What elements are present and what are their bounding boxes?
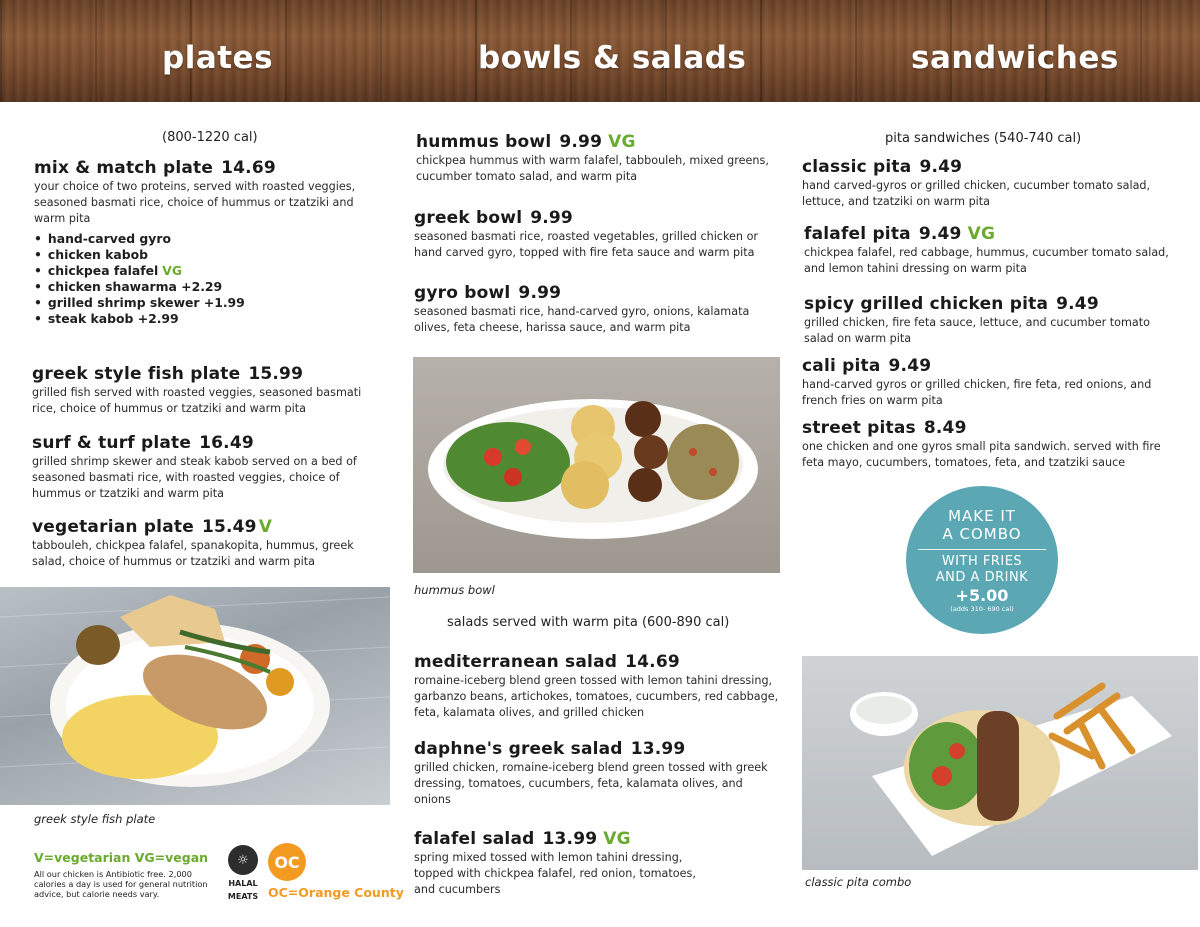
item-description: chickpea falafel, red cabbage, hummus, cucumber tomato salad, and lemon tahini dressing on warm pita bbox=[804, 246, 1169, 275]
hummus-bowl-photo bbox=[413, 357, 780, 573]
halal-icon: ☼ bbox=[228, 845, 258, 875]
combo-price: +5.00 bbox=[955, 586, 1009, 605]
combo-line-3: WITH FRIES bbox=[941, 554, 1023, 569]
item-description: hand-carved gyros or grilled chicken, fire feta, red onions, and french fries on warm pita bbox=[802, 378, 1152, 407]
item-name: surf & turf plate bbox=[32, 433, 192, 453]
wood-header-banner bbox=[0, 0, 1200, 102]
item-name: falafel salad bbox=[414, 829, 535, 849]
combo-line-4: AND A DRINK bbox=[935, 570, 1029, 585]
item-description: grilled shrimp skewer and steak kabob served on a bed of seasoned basmati rice, with roasted veggies, choice of hummus or tzatziki and warm pita bbox=[32, 455, 357, 500]
plates-cal-note: (800-1220 cal) bbox=[162, 130, 258, 145]
menu-item-cali-pita bbox=[802, 356, 1172, 409]
menu-item-daphnes-greek-salad bbox=[414, 739, 774, 808]
item-description: spring mixed tossed with lemon tahini dressing, topped with chickpea falafel, red onion, tomatoes, and cucumbers bbox=[414, 851, 696, 896]
item-price: 15.99 bbox=[248, 364, 304, 384]
vegan-tag: VG bbox=[162, 263, 183, 278]
vegan-tag: VG bbox=[608, 132, 636, 152]
menu-item-mediterranean-salad bbox=[414, 652, 779, 721]
dietary-legend bbox=[34, 850, 224, 899]
item-price: 15.49 bbox=[201, 517, 257, 537]
combo-divider bbox=[918, 549, 1046, 550]
list-item: • chicken shawarma +2.29 bbox=[34, 279, 245, 295]
sandwiches-cal-note: pita sandwiches (540-740 cal) bbox=[885, 131, 1082, 146]
item-description: grilled chicken, fire feta sauce, lettuce, and cucumber tomato salad on warm pita bbox=[804, 316, 1150, 345]
menu-item-vegetarian-plate bbox=[32, 517, 377, 570]
menu-item-street-pitas bbox=[802, 418, 1177, 471]
combo-calorie-note: (adds 310- 690 cal) bbox=[950, 605, 1014, 613]
fish-plate-photo bbox=[0, 587, 390, 805]
item-description: one chicken and one gyros small pita sandwich. served with fire feta mayo, cucumbers, tomatoes, feta, and tzatziki sauce bbox=[802, 440, 1161, 469]
item-description: chickpea hummus with warm falafel, tabbouleh, mixed greens, cucumber tomato salad, and warm pita bbox=[416, 154, 769, 183]
item-price: 8.49 bbox=[923, 418, 967, 438]
item-description: your choice of two proteins, served with roasted veggies, seasoned basmati rice, choice of hummus or tzatziki and warm pita bbox=[34, 180, 356, 225]
fish-plate-illustration bbox=[0, 587, 390, 805]
item-name: vegetarian plate bbox=[32, 517, 194, 537]
item-name: falafel pita bbox=[804, 224, 911, 244]
orange-county-badge bbox=[268, 843, 404, 900]
menu-item-greek-bowl bbox=[414, 208, 784, 261]
vegetarian-tag: V bbox=[258, 517, 273, 537]
plates-heading: plates bbox=[162, 40, 274, 76]
halal-meats-badge bbox=[224, 845, 262, 901]
item-price: 14.69 bbox=[625, 652, 680, 672]
combo-line-2: A COMBO bbox=[942, 525, 1022, 543]
halal-label-2: MEATS bbox=[227, 892, 259, 901]
item-name: street pitas bbox=[802, 418, 916, 438]
item-name: cali pita bbox=[802, 356, 881, 376]
item-description: seasoned basmati rice, hand-carved gyro, onions, kalamata olives, feta cheese, harissa sauce, and warm pita bbox=[414, 305, 750, 334]
menu-item-mix-match bbox=[34, 158, 379, 227]
item-name: mix & match plate bbox=[34, 158, 214, 178]
item-name: greek style fish plate bbox=[32, 364, 241, 384]
menu-item-spicy-chicken-pita bbox=[804, 294, 1179, 347]
item-name: classic pita bbox=[802, 157, 912, 177]
item-name: daphne's greek salad bbox=[414, 739, 623, 759]
item-price: 9.49 bbox=[1056, 294, 1099, 314]
make-it-a-combo-badge bbox=[906, 486, 1058, 634]
hummus-bowl-caption: hummus bowl bbox=[414, 583, 495, 597]
list-item: • steak kabob +2.99 bbox=[34, 311, 245, 327]
item-name: gyro bowl bbox=[414, 283, 511, 303]
vegan-tag: VG bbox=[603, 829, 631, 849]
item-price: 13.99 bbox=[630, 739, 686, 759]
item-price: 9.99 bbox=[530, 208, 573, 228]
menu-item-hummus-bowl bbox=[416, 132, 776, 185]
item-price: 9.99 bbox=[518, 283, 562, 303]
vegan-tag: VG bbox=[967, 224, 996, 244]
item-name: mediterranean salad bbox=[414, 652, 618, 672]
list-item: • chickpea falafel VG bbox=[34, 263, 245, 279]
item-price: 9.99 bbox=[559, 132, 603, 152]
list-item: • grilled shrimp skewer +1.99 bbox=[34, 295, 245, 311]
item-price: 14.69 bbox=[221, 158, 276, 178]
pita-combo-illustration bbox=[802, 656, 1198, 870]
pita-combo-photo bbox=[802, 656, 1198, 870]
fish-plate-caption: greek style fish plate bbox=[34, 812, 156, 826]
menu-item-surf-turf bbox=[32, 433, 382, 502]
legend-fine-print: All our chicken is Antibiotic free. 2,000 calories a day is used for general nutrition advice, but calorie needs vary. bbox=[34, 869, 208, 899]
oc-label: OC=Orange County bbox=[268, 885, 404, 900]
item-price: 9.49 bbox=[888, 356, 932, 376]
item-price: 9.49 bbox=[918, 224, 962, 244]
item-name: greek bowl bbox=[414, 208, 523, 228]
list-item: • hand-carved gyro bbox=[34, 231, 245, 247]
item-name: spicy grilled chicken pita bbox=[804, 294, 1049, 314]
menu-item-falafel-pita bbox=[804, 224, 1169, 277]
legend-vegetarian-vegan: V=vegetarian VG=vegan bbox=[34, 850, 209, 865]
item-description: grilled chicken, romaine-iceberg blend green tossed with greek dressing, tomatoes, cucumbers, feta, kalamata olives, and onions bbox=[414, 761, 768, 806]
item-description: hand carved-gyros or grilled chicken, cucumber tomato salad, lettuce, and tzatziki on warm pita bbox=[802, 179, 1151, 208]
menu-item-gyro-bowl bbox=[414, 283, 774, 336]
salads-note: salads served with warm pita (600-890 cal) bbox=[447, 615, 730, 630]
halal-label-1: HALAL bbox=[228, 879, 258, 888]
item-price: 13.99 bbox=[542, 829, 598, 849]
item-description: tabbouleh, chickpea falafel, spanakopita, hummus, greek salad, choice of hummus or tzatziki and warm pita bbox=[32, 539, 354, 568]
pita-combo-caption: classic pita combo bbox=[805, 875, 912, 889]
item-description: romaine-iceberg blend green tossed with lemon tahini dressing, garbanzo beans, artichokes, tomatoes, cucumbers, red cabbage, feta, kalamata olives, and grilled chicken bbox=[414, 674, 779, 719]
item-description: seasoned basmati rice, roasted vegetables, grilled chicken or hand carved gyro, topped with fire feta sauce and warm pita bbox=[414, 230, 759, 259]
menu-item-classic-pita bbox=[802, 157, 1177, 210]
item-price: 16.49 bbox=[199, 433, 254, 453]
menu-item-fish-plate bbox=[32, 364, 377, 417]
oc-badge-icon: OC bbox=[268, 843, 306, 881]
sandwiches-heading: sandwiches bbox=[911, 40, 1119, 76]
item-name: hummus bowl bbox=[416, 132, 552, 152]
item-description: grilled fish served with roasted veggies, seasoned basmati rice, choice of hummus or tzatziki and warm pita bbox=[32, 386, 362, 415]
list-item: • chicken kabob bbox=[34, 247, 245, 263]
item-price: 9.49 bbox=[919, 157, 963, 177]
hummus-bowl-illustration bbox=[413, 357, 780, 573]
bowls-salads-heading: bowls & salads bbox=[478, 40, 747, 76]
protein-options-list bbox=[34, 231, 245, 327]
menu-item-falafel-salad bbox=[414, 829, 714, 898]
combo-line-1: MAKE IT bbox=[948, 507, 1016, 525]
